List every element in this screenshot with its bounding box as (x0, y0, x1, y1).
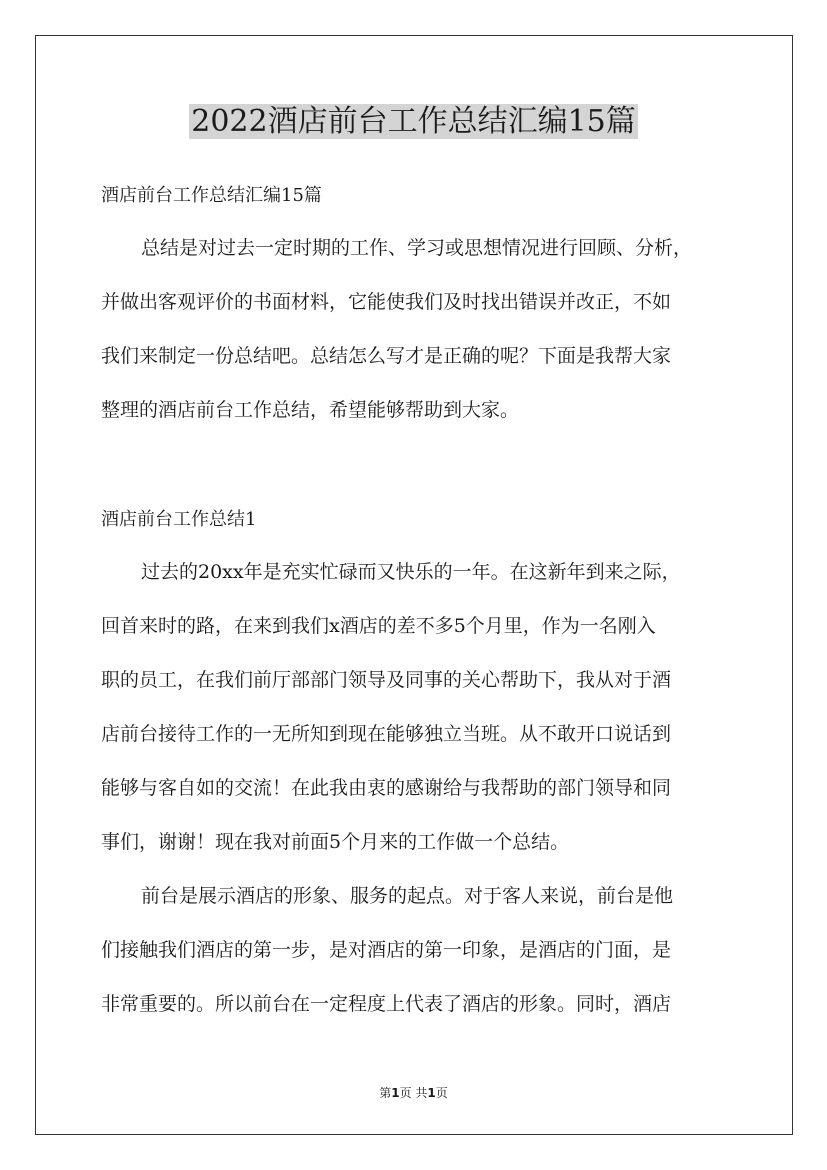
page-footer-mid: 页 共 (399, 1086, 428, 1100)
page-footer-prefix: 第 (379, 1086, 392, 1100)
page-footer-suffix: 页 (435, 1086, 448, 1100)
page-total-number: 1 (427, 1086, 436, 1100)
para1-line-2: 回首来时的路，在来到我们x酒店的差不多5个月里，作为一名刚入 (101, 615, 656, 637)
para2-line-1: 前台是展示酒店的形象、服务的起点。对于客人来说，前台是他 (141, 885, 674, 907)
intro-line-1: 总结是对过去一定时期的工作、学习或思想情况进行回顾、分析， (141, 237, 693, 259)
para2-line-2: 们接触我们酒店的第一步，是对酒店的第一印象，是酒店的门面，是 (101, 939, 672, 961)
page-footer (0, 1084, 827, 1101)
para1-line-4: 店前台接待工作的一无所知到现在能够独立当班。从不敢开口说话到 (101, 723, 672, 745)
para1-line-5: 能够与客自如的交流！在此我由衷的感谢给与我帮助的部门领导和同 (101, 777, 672, 799)
intro-line-4: 整理的酒店前台工作总结，希望能够帮助到大家。 (101, 399, 520, 421)
para2-line-3: 非常重要的。所以前台在一定程度上代表了酒店的形象。同时，酒店 (101, 993, 672, 1015)
para1-line-3: 职的员工，在我们前厅部部门领导及同事的关心帮助下，我从对于酒 (101, 669, 672, 691)
intro-line-2: 并做出客观评价的书面材料，它能使我们及时找出错误并改正，不如 (101, 291, 672, 313)
page-current-number: 1 (391, 1086, 400, 1100)
document-subtitle: 酒店前台工作总结汇编15篇 (101, 185, 322, 206)
intro-line-3: 我们来制定一份总结吧。总结怎么写才是正确的呢？下面是我帮大家 (101, 345, 672, 367)
document-title-text: 2022酒店前台工作总结汇编15篇 (191, 104, 636, 139)
para1-line-1: 过去的20xx年是充实忙碌而又快乐的一年。在这新年到来之际， (141, 561, 681, 583)
section-heading: 酒店前台工作总结1 (101, 509, 257, 530)
para1-line-6: 事们，谢谢！现在我对前面5个月来的工作做一个总结。 (101, 831, 570, 853)
document-title (0, 100, 827, 144)
